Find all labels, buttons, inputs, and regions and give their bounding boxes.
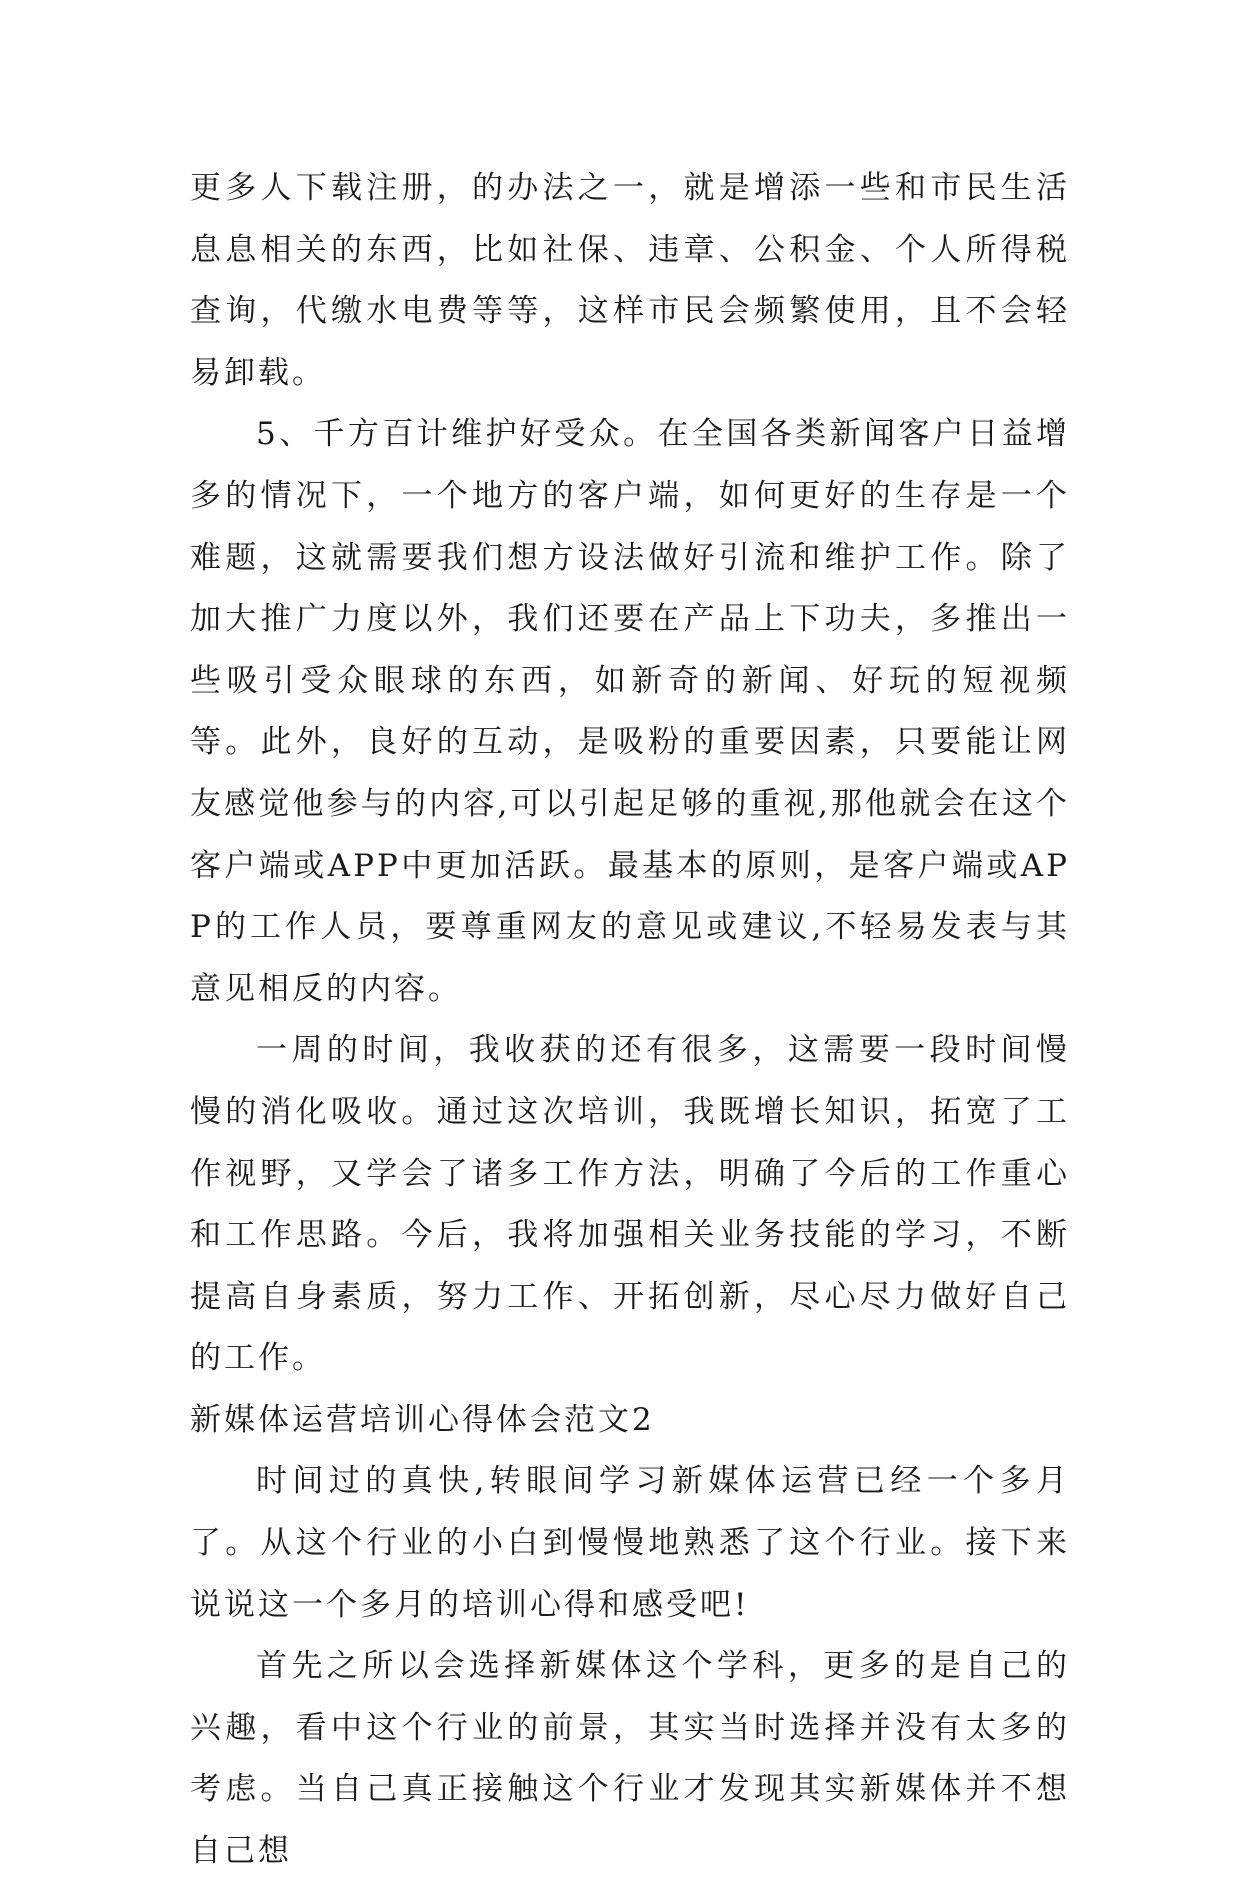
- paragraph-point-5: 5、千方百计维护好受众。在全国各类新闻客户日益增多的情况下，一个地方的客户端，如何更好的生存是一个难题，这就需要我们想方设法做好引流和维护工作。除了加大推广力度以外，我们还要在产品上下功夫，多推出一些吸引受众眼球的东西，如新奇的新闻、好玩的短视频等。此外，良好的互动，是吸粉的重要因素，只要能让网友感觉他参与的内容,可以引起足够的重视,那他就会在这个客户端或APP中更加活跃。最基本的原则，是客户端或APP的工作人员，要尊重网友的意见或建议,不轻易发表与其意见相反的内容。: [190, 416, 1070, 1007]
- document-body: [190, 158, 1070, 1883]
- paragraph-continuation: 更多人下载注册，的办法之一，就是增添一些和市民生活息息相关的东西，比如社保、违章、公积金、个人所得税查询，代缴水电费等等，这样市民会频繁使用，且不会轻易卸载。: [190, 170, 1070, 391]
- paragraph-first-reason: 首先之所以会选择新媒体这个学科，更多的是自己的兴趣，看中这个行业的前景，其实当时选择并没有太多的考虑。当自己真正接触这个行业才发现其实新媒体并不想自己想: [190, 1648, 1070, 1870]
- paragraph-conclusion: 一周的时间，我收获的还有很多，这需要一段时间慢慢的消化吸收。通过这次培训，我既增长知识，拓宽了工作视野，又学会了诸多工作方法，明确了今后的工作重心和工作思路。今后，我将加强相关业务技能的学习，不断提高自身素质，努力工作、开拓创新，尽心尽力做好自己的工作。: [190, 1032, 1070, 1377]
- section-heading: 新媒体运营培训心得体会范文2: [190, 1401, 655, 1438]
- paragraph-intro: 时间过的真快,转眼间学习新媒体运营已经一个多月了。从这个行业的小白到慢慢地熟悉了这个行业。接下来说说这一个多月的培训心得和感受吧!: [190, 1463, 1070, 1623]
